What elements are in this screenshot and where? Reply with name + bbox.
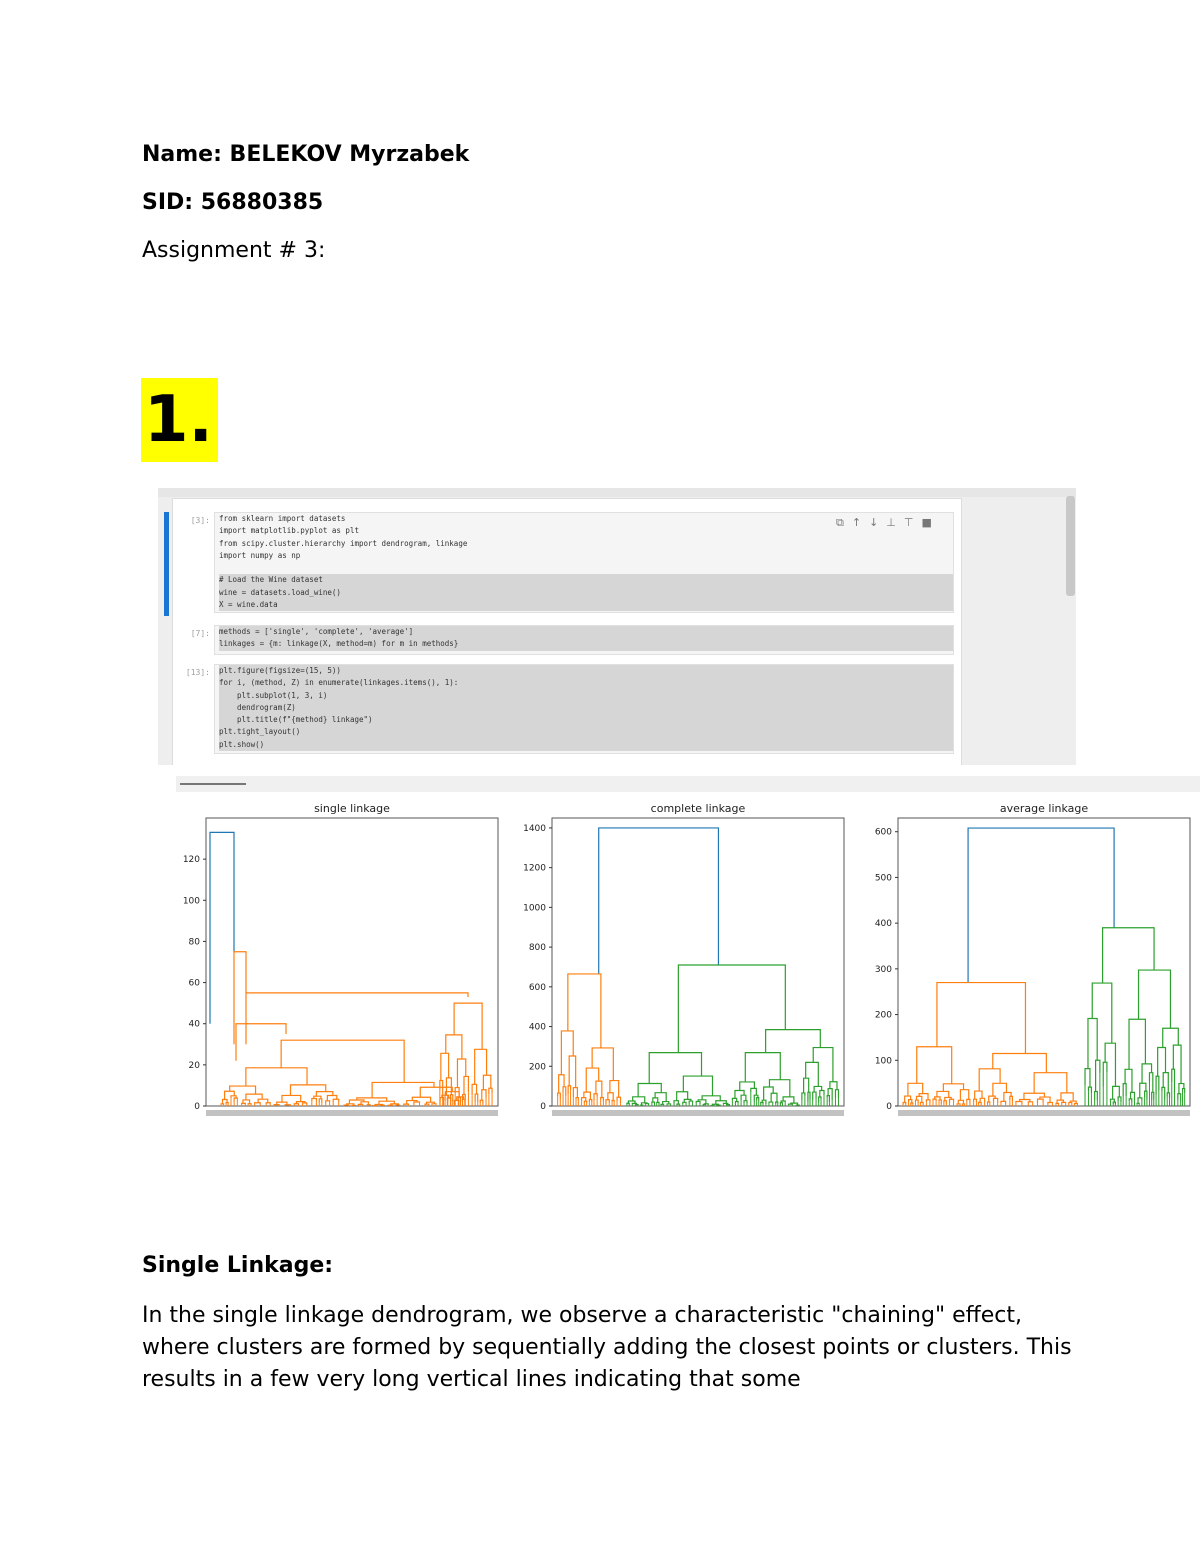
student-name: Name: BELEKOV Myrzabek (142, 142, 470, 167)
plot-frame (898, 818, 1190, 1106)
code-line: linkages = {m: linkage(X, method=m) for m in methods} (219, 638, 953, 650)
format-icon[interactable]: ⊤ (903, 516, 922, 529)
dendrogram-svg (176, 776, 1200, 1136)
y-tick-label: 800 (528, 943, 546, 954)
y-tick-label: 40 (188, 1019, 200, 1030)
y-tick-label: 100 (874, 1056, 892, 1067)
y-tick-label: 1000 (523, 903, 546, 914)
dendrogram-link (285, 1105, 290, 1106)
add-below-icon[interactable]: ⊥ (886, 516, 904, 529)
section-heading: Single Linkage: (142, 1253, 334, 1278)
plot-frame (206, 818, 498, 1106)
code-line: import matplotlib.pyplot as plt (219, 526, 359, 536)
code-line: methods = ['single', 'complete', 'average'] (219, 626, 953, 638)
plot-frame (552, 818, 844, 1106)
y-tick-label: 500 (874, 873, 892, 884)
active-cell-indicator (164, 512, 169, 616)
dendrogram-link (957, 1104, 960, 1105)
question-number: 1. (141, 378, 218, 462)
code-line: X = wine.data (219, 599, 953, 611)
code-line: dendrogram(Z) (219, 702, 953, 714)
cell-prompt: [13]: (185, 668, 210, 677)
code-line: # Load the Wine dataset (219, 574, 953, 586)
chart-title: complete linkage (650, 802, 746, 815)
y-tick-label: 20 (188, 1060, 200, 1071)
y-tick-label: 0 (540, 1102, 546, 1112)
y-tick-label: 120 (182, 855, 200, 866)
notebook-topbar (158, 488, 1076, 497)
code-line: from scipy.cluster.hierarchy import dendrogram, linkage (219, 538, 468, 548)
delete-icon[interactable]: ■ (921, 516, 940, 529)
y-tick-label: 400 (874, 919, 892, 930)
cell-toolbar (836, 516, 940, 530)
notebook-screenshot (158, 488, 1076, 765)
code-line: plt.subplot(1, 3, i) (219, 690, 953, 702)
y-tick-label: 600 (874, 827, 892, 838)
output-strip (176, 776, 1200, 792)
code-line: from sklearn import datasets (219, 514, 346, 523)
x-leaf-labels (898, 1110, 1190, 1116)
arrow-up-icon[interactable]: ↑ (851, 516, 870, 529)
code-line: plt.show() (219, 739, 953, 751)
y-tick-label: 200 (528, 1062, 546, 1073)
x-leaf-labels (552, 1110, 844, 1116)
code-line: for i, (method, Z) in enumerate(linkages.items(), 1): (219, 677, 953, 689)
y-tick-label: 600 (528, 982, 546, 993)
chart-title: single linkage (314, 802, 390, 815)
y-tick-label: 300 (874, 964, 892, 975)
y-tick-label: 200 (874, 1010, 892, 1021)
x-leaf-labels (206, 1110, 498, 1116)
code-line (219, 562, 953, 574)
code-block[interactable] (215, 626, 953, 651)
y-tick-label: 1400 (523, 823, 546, 834)
code-line: plt.figure(figsize=(15, 5)) (219, 665, 953, 677)
cell-prompt: [3]: (190, 516, 210, 525)
y-tick-label: 80 (188, 937, 200, 948)
dendrogram-link (396, 1105, 400, 1106)
code-cell-3[interactable] (214, 664, 954, 754)
section-paragraph: In the single linkage dendrogram, we observe a characteristic "chaining" effect, where clusters are formed by sequentially adding the closest points or clusters. This results in a few very long vertical lines indicating that some (142, 1303, 1072, 1392)
dendrogram-link (380, 1105, 384, 1106)
chart-title: average linkage (999, 802, 1089, 815)
code-block[interactable] (215, 665, 953, 751)
code-line: plt.tight_layout() (219, 726, 953, 738)
code-line: plt.title(f"{method} linkage") (219, 714, 953, 726)
y-tick-label: 100 (182, 896, 200, 907)
y-tick-label: 1200 (523, 863, 546, 874)
y-tick-label: 400 (528, 1022, 546, 1033)
scrollbar[interactable] (1066, 496, 1075, 596)
copy-icon[interactable]: ⧉ (836, 516, 852, 529)
y-tick-label: 0 (194, 1102, 200, 1112)
code-cell-2[interactable] (214, 625, 954, 655)
dendrogram-link (274, 1105, 279, 1106)
assignment-title: Assignment # 3: (142, 238, 326, 263)
arrow-down-icon[interactable]: ↓ (869, 516, 887, 529)
y-tick-label: 60 (188, 978, 200, 989)
code-line: import numpy as np (219, 550, 301, 560)
y-tick-label: 0 (886, 1102, 892, 1112)
dendrogram-figure (176, 776, 1200, 1136)
code-line: wine = datasets.load_wine() (219, 587, 953, 599)
cell-prompt: [7]: (190, 629, 210, 638)
student-id: SID: 56880385 (142, 190, 324, 215)
